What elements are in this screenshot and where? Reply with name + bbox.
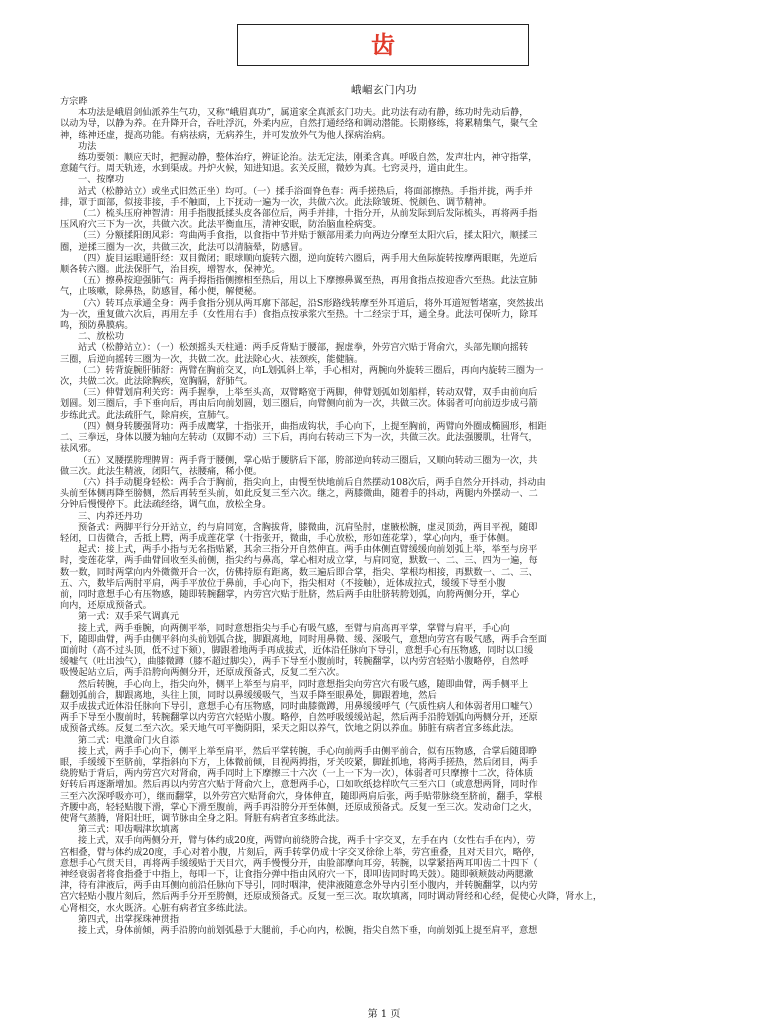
text-line: 齐腰中高，轻轻贴腹下滑，掌心下滑至腹前，两手再沿胯分开至体侧，还原成预备式。反复一至三次。发动命门之火，: [60, 801, 538, 813]
text-line: 鸣，预防鼻膜病。: [60, 320, 134, 332]
text-line: 次，共做二次。此法除胸疾，宽胸膈，舒肺气。: [60, 376, 253, 388]
text-line: 翻划弧前合，脚跟离地，头往上顶，同时以鼻缓缓吸气，当双手降至眼鼻处，脚跟着地，然后: [60, 689, 437, 701]
text-line: （二）梳头压府神智清：用手指腹抵揉头皮各部位后，两手并排，十指分开，从前发际到后发际梳头，再将两手指: [78, 208, 538, 220]
text-line: （四）旋目运眼通肝经：双目微闭；眼球顺向旋转六圈，逆向旋转六圈后，两手用大鱼际旋转按摩两眼眶，先逆后: [78, 252, 538, 264]
document-body: [60, 96, 716, 1002]
text-line: 步练此式。此法疏肝气，除肩疾，宣肺气。: [60, 409, 235, 421]
text-line: 缓嘘气（吐出浊气），曲膝微蹲（膝不超过脚尖），两手下导至小腹前时，转腕翻掌，以内劳宫轻贴小腹略停，自然呼: [60, 656, 529, 668]
text-line: 意随气行。周天轨迹，水到渠成。丹炉火候，知进知退。玄关反照，微妙为真。七窍灵丹，道由此生。: [60, 163, 474, 175]
document-title: 峨嵋玄门内功: [351, 84, 417, 96]
text-line: 第四式，出掌探珠神贯指: [78, 913, 180, 925]
text-line: 练功要领：顺应天时，把握动静，整体治疗，辨证论治。法无定法，刚柔含真。呼吸自然，发声壮内，神守指掌，: [78, 152, 538, 164]
header-stamp-box: [237, 24, 529, 66]
text-line: 二、放松功: [78, 331, 124, 343]
text-line: 以动为导，以静为养。在升降开合，吞吐浮沉，外柔内应，自然打通经络和调动潜能。长期修练，将累精集气，聚气全: [60, 118, 538, 130]
text-line: 三圈，后逆向摇转三圈为一次，共做二次。此法除心火、祛颈疾，能健脑。: [60, 353, 364, 365]
text-line: 轻闭，口齿微合，舌抵上腭，两手成莲花掌（十指张开，微曲，手心放松，形如莲花掌），掌心向内，垂于体侧。: [60, 532, 515, 544]
text-line: 方宗晔: [60, 96, 88, 107]
text-line: 五、六，数毕后两肘平肩，两手平放位于鼻前，手心向下，指尖相对（不接触），近体成拉式，缓缓下导至小腹: [60, 577, 506, 589]
text-line: 一、按摩功: [78, 174, 124, 186]
text-line: （三）伸臂划肩利关窍：两手握拳，上举至头高，双臂略宽于两脚，伸臂划弧如划船样，转动双臂，双手由前向后: [78, 387, 538, 399]
stamp-character: 齿: [371, 30, 395, 59]
text-line: 然后转腕，手心向上，指尖向外，侧平上举至与肩平，同时意想指尖向劳宫穴有吸气感，随即曲臂，两手侧平上: [78, 678, 529, 690]
text-line: 津，待有津液后，两手由耳侧向前沿任脉向下导引，同时咽津，使津液随意念外导内引至小腹内，并转腕翻掌，以内劳: [60, 880, 538, 892]
text-line: 时，变莲花掌，两手曲臂回收至头前侧，指尖约与鼻高，掌心相对成立掌，与肩同宽，默数一、二、三、四为一遍，每: [60, 555, 538, 567]
text-line: 做三次。此法生精液，闭阳气，祛腰痛，稀小便。: [60, 465, 263, 477]
text-line: 接上式，两手手心向下，侧平上举至肩平，然后平掌转腕，手心向前两手由侧平前合，似有压物感，合掌后随即睁: [78, 745, 538, 757]
text-line: 好转后再逐渐增加。然后再以内劳宫穴贴于肾俞穴上，意想两手心，口如吹纸捻样吹气三至六口（或意想两肾，同时作: [60, 779, 538, 791]
text-line: 站式（松静站立）：（一）松颈摇头天柱通：两手反背贴于腰部，握虚拳，外劳宫穴贴于肾俞穴，头部先顺向摇转: [78, 342, 529, 354]
text-line: 气，止咳嗽，除鼻热，防感冒，稀小便，解便秘。: [60, 286, 263, 298]
text-line: 预备式：两脚平行分开站立，约与肩同宽，含胸拔背，膝微曲，沉肩坠肘，虚腋松腕，虚灵顶劲，两目平视，随即: [78, 521, 538, 533]
text-line: 顺各转六圈。此法保肝气，治目疾，增智水，保神光。: [60, 264, 281, 276]
text-line: 双手成拔式近体沿任脉向下导引，意想手心有压物感，同时曲膝微蹲，用鼻缓缓呼气（气质性病人和体弱者用口嘘气）: [60, 700, 538, 712]
text-line: 本功法是峨眉剑仙派养生气功，又称“峨眉真功”，属道家全真派玄门功夫。此功法有动有静，练功时先动后静，: [78, 107, 529, 119]
page-footer: 第 1 页: [367, 1009, 401, 1020]
text-line: 数一数，同时两掌向内外微微开合一次，仿佛持原有距离，数三遍后即合掌，指尖、掌根均相接，再默数一、二、三、: [60, 566, 538, 578]
text-line: 使肾气蒸腾，肾阳壮旺，调节脉由全身之阳。肾脏有病者宜多练此法。: [60, 813, 345, 824]
text-line: 神，练神还虚，提高功能。有病祛病，无病养生，并可发放外气为他人探病治病。: [60, 129, 391, 141]
text-line: 宫相叠，臂与体约成20度，手心对着小腹，片刻后，两手转掌仍成十字交叉徐徐上举，劳宫重叠，且对天目穴，略停，: [60, 846, 541, 858]
text-line: 第三式：叩齿咽津坎填离: [78, 824, 180, 836]
text-line: 绕胯贴于背后，两内劳宫穴对肾俞，两手同时上下摩擦三十六次（一上一下为一次），体弱者可只摩擦十二次，待体质: [60, 768, 534, 780]
text-line: （五）叉腰摆胯理脾胃：两手背于腰侧，掌心贴于腰脐后下部，胯部逆向转动三圈后，又顺向转动三圈为一次，共: [78, 454, 538, 466]
text-line: 眼，手缓缓下至脐前，掌指斜向下方，上体微前倾，目视两拇指，牙关咬紧，脚趾抓地，将两手搓热，然后闭目，两手: [60, 756, 538, 768]
text-line: 分钟后慢慢停下。此法疏经络，调气血，放松全身。: [60, 499, 272, 511]
text-line: 三至六次深呼吸亦可），继而翻掌，以外劳宫穴贴肾俞穴，身体伸直，随即两肩后张，两手贴带脉绕至脐前，翻手，掌根: [60, 790, 543, 802]
text-line: 面前时（高不过头顶，低不过下颏），脚跟着地两手再成拔式，近体沿任脉向下导引，意想手心有压物感，同时以口缓: [60, 644, 534, 656]
text-line: （二）转背旋腕肝肺舒：两臂在胸前交叉，向L划弧斜上举，手心相对，两腕向外旋转三圈后，再向内旋转三圈为一: [78, 364, 544, 376]
text-line: （六）转耳点承通全身：两手食指分别从两耳廓下部起，沿S形路线转摩至外耳道后，将外耳道短暂堵塞，突然拔出: [78, 297, 544, 309]
text-line: 三、内养还丹功: [78, 510, 143, 522]
text-line: 圈，逆揉三圈为一次，共做三次，此法可以清脑晕，防感冒。: [60, 241, 309, 253]
text-line: 吸慢起站立后，两手沿胯向两侧分开，还原成预备式，反复二至六次。: [60, 667, 345, 679]
text-line: 心肾相交，水火既济。心脏有病者宜多练此法。: [60, 902, 253, 914]
text-line: 第二式：电激命门火自添: [78, 734, 180, 746]
text-line: 神经衰弱者将食指叠于中指上，每叩一下，让食指分弹中指由风府穴一下，即叩齿同时鸣天鼓）。随即顿颊鼓动两腮漱: [60, 869, 534, 881]
text-line: 接上式，双手向两侧分开，臂与体约成20度，两臂向前绕胯合拢，两手十字交叉，左手在内（女性右手在内），劳: [78, 835, 536, 847]
text-line: 下，随即曲臂，两手由侧平斜向头前划弧合拢，脚跟离地，同时用鼻微、缓、深吸气，意想向劳宫有吸气感，两手合至面: [60, 633, 547, 645]
text-line: 宫穴轻贴小腹片刻后，然后两手分开至胯侧，还原成预备式。反复一至三次。取坎填离，同时调动肾经和心经，促使心火降，肾水上，: [60, 891, 603, 903]
text-line: 前，同时意想手心有压物感，随即转腕翻掌，内劳宫穴贴于肚脐，然后两手由肚脐转胯划弧，向胯两侧分开，掌心: [60, 588, 520, 600]
text-line: 压风府穴三下为一次，共做六次。此法平衡血压，清神安眠，防治脑血栓病变。: [60, 219, 382, 231]
text-line: 两手下导至小腹前时，转腕翻掌以内劳宫穴轻贴小腹。略停，自然呼吸缓缓站起，然后两手沿胯划弧向两侧分开，还原: [60, 712, 538, 724]
text-line: 祛风邪。: [60, 443, 97, 455]
text-line: （三）分额揉阳朗风彩：弯曲两手食指，以食指中节并贴于额部用柔力向两边分摩至太阳穴后，揉太阳穴，顺揉三: [78, 230, 538, 242]
text-line: 第一式：双手采气调真元: [78, 611, 180, 623]
text-line: 站式（松静站立）或坐式旧然正坐）均可。（一）揉手浴面脊色春：两手搓热后，将面部擦热。手指并拢，两手并: [78, 185, 533, 197]
text-line: 接上式，身体前倾，两手沿胯向前划弧悬于大腿前，手心向内，松腕，指尖自然下垂，向前划弧上提至肩平，意想: [78, 925, 538, 937]
text-line: 二、三拳远，身体以腰为轴向左转动（双脚不动）三下后，再向右转动三下为一次，共做三次。此法强腰肌，壮肾气，: [60, 432, 538, 444]
text-line: 意想手心气贯天目，再将两手缓缓贴于天目穴，两手慢慢分开，由脸部摩向耳旁，转腕，以掌紧捂两耳叩齿二十四下（: [60, 857, 538, 869]
text-line: 为一次，重复做六次后，再用左手（女性用右手）食指点按承浆穴至热。十二经宗于耳，通全身。此法可保听力，除耳: [60, 308, 538, 320]
text-line: 起式：接上式，两手小指与无名指贴紧，其余三指分开自然伸直。两手由体侧直臂缓缓向前划弧上举，举至与房平: [78, 544, 538, 556]
text-line: （五）擦鼻按迎强肺气：两手拇指指侧擦相至热后，用以上下摩擦鼻翼至热，再用食指点按迎香穴至热。此法宣肺: [78, 275, 538, 287]
text-line: 划圆。划三圈后，手下垂向后，再由后向前划圆，划三圈后，向臂侧向前为一次，共做三次。体弱者可向前迈步成弓箭: [60, 398, 538, 410]
text-line: 功法: [78, 140, 97, 152]
text-line: （六）抖手动腿身轻松：两手合于胸前，指尖向上，由慢至快地前后自然摆动108次后，两手自然分开抖动，抖动由: [78, 476, 546, 488]
text-line: （四）侧身转腰强肾功：两手成鹰掌，十指张开，曲指成钩状，手心向下，上提至胸前，两臂向外圈成椭圆形，相距: [78, 420, 547, 432]
text-line: 头前至体侧再降至膀侧，然后再转至头前，如此反复三至六次。继之，两膝微曲，随着手的抖动，两腿内外摆动一、二: [60, 488, 538, 500]
text-line: 排，罩于面部，似接非接，手不触面，上下抚动一遍为一次，共做六次。此法除皱斑、悦颜色、调节精神。: [60, 196, 492, 208]
text-line: 接上式，两手垂腕，向两侧平举，同时意想指尖与手心有吸气感，至臂与肩高再平掌，掌臂与肩平，手心向: [78, 622, 510, 634]
text-line: 向内，还原成预备式。: [60, 600, 152, 612]
text-line: 成预备式练。反复二至六次。采天地气可平衡阴阳，采天之阳以养气，饮地之阴以养血。肺脏有病者宜多练此法。: [60, 723, 520, 735]
